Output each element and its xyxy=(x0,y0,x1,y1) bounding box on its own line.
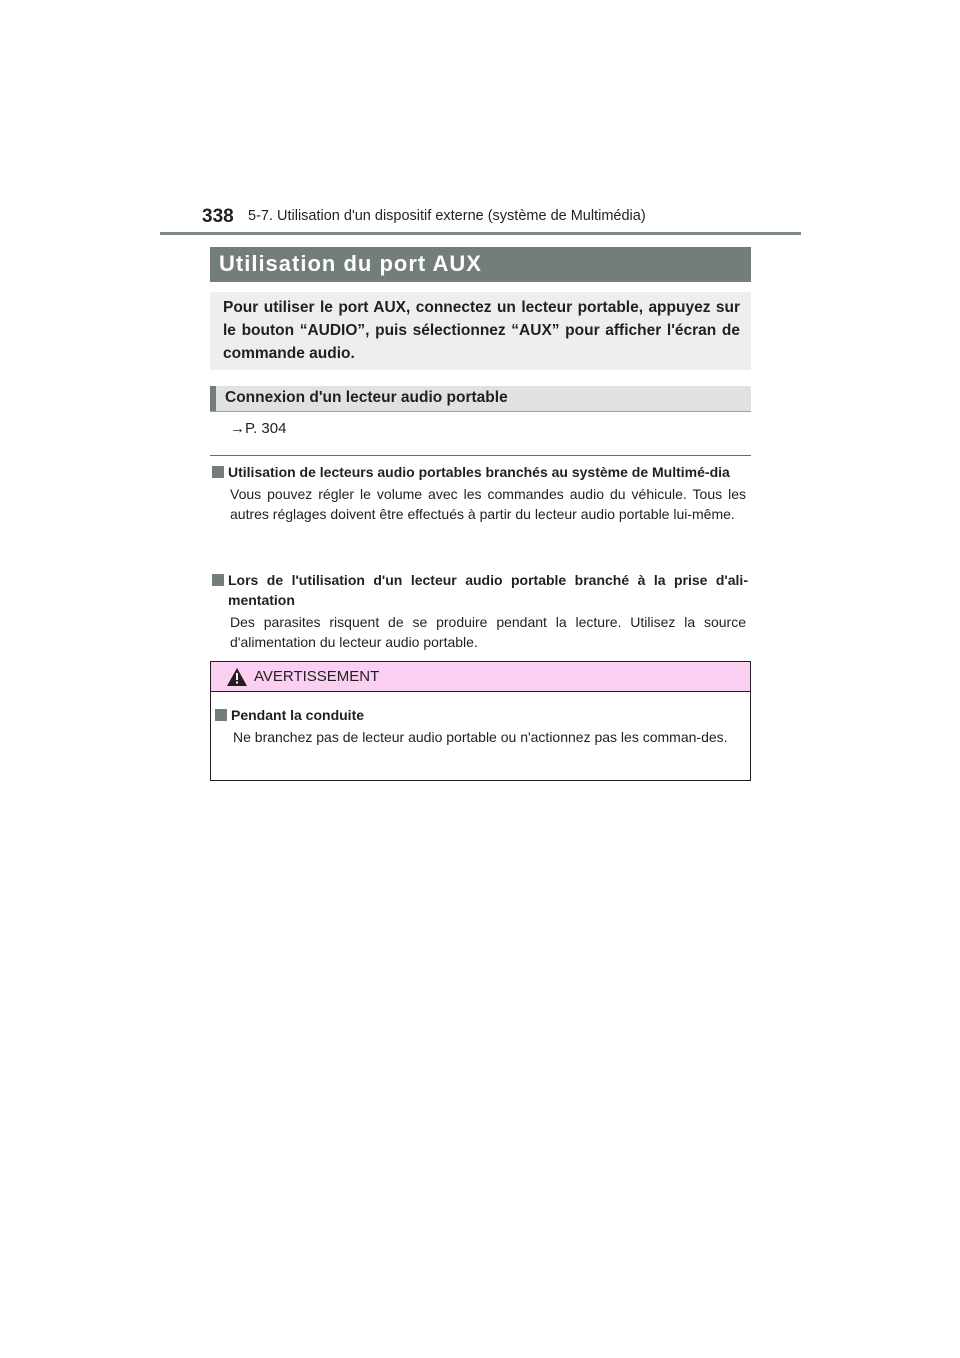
page-number: 338 xyxy=(202,206,234,227)
warning-item xyxy=(215,705,745,747)
warning-heading: Pendant la conduite xyxy=(231,707,365,723)
warning-body: Ne branchez pas de lecteur audio portable ou n'actionnez pas les comman-des. xyxy=(233,729,728,745)
note-heading: Lors de l'utilisation d'un lecteur audio portable branché à la prise d'ali-mentation xyxy=(228,572,748,608)
divider xyxy=(210,455,751,456)
subsection-title: Connexion d'un lecteur audio portable xyxy=(225,389,508,406)
chapter-title: 5-7. Utilisation d'un dispositif externe (système de Multimédia) xyxy=(248,208,646,224)
note-item xyxy=(212,570,752,652)
note-body: Des parasites risquent de se produire pendant la lecture. Utilisez la source d'alimentation du lecteur audio portable. xyxy=(230,614,746,650)
intro-text: Pour utiliser le port AUX, connectez un lecteur portable, appuyez sur le bouton “AUDIO”, puis sélectionnez “AUX” pour afficher l'écran de commande audio. xyxy=(223,299,740,362)
warning-header xyxy=(211,662,750,692)
subsection-bar xyxy=(210,386,751,412)
note-item xyxy=(212,462,752,524)
header-rule xyxy=(160,232,801,235)
page-reference-link[interactable]: →P. 304 xyxy=(230,420,287,437)
square-bullet-icon xyxy=(215,709,227,721)
warning-triangle-icon xyxy=(227,668,247,686)
warning-title: AVERTISSEMENT xyxy=(254,668,380,685)
section-title-bar xyxy=(210,247,751,282)
section-title: Utilisation du port AUX xyxy=(219,251,482,276)
warning-box xyxy=(210,661,751,781)
subsection-accent xyxy=(210,386,216,411)
intro-box xyxy=(210,292,751,370)
note-body: Vous pouvez régler le volume avec les commandes audio du véhicule. Tous les autres réglages doivent être effectués à partir du lecteur audio portable lui-même. xyxy=(230,486,746,522)
square-bullet-icon xyxy=(212,574,224,586)
note-heading: Utilisation de lecteurs audio portables branchés au système de Multimé-dia xyxy=(228,464,730,480)
page-header xyxy=(160,200,800,236)
square-bullet-icon xyxy=(212,466,224,478)
